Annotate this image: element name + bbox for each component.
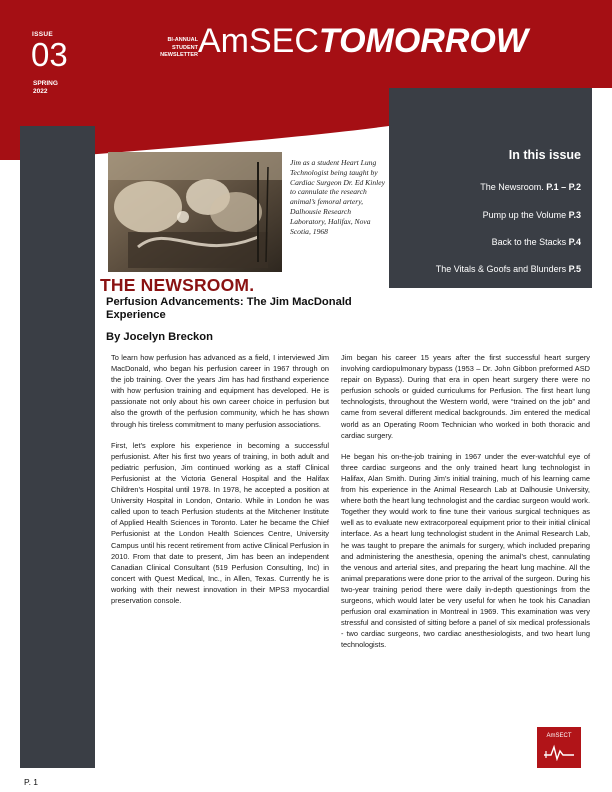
paragraph: To learn how perfusion has advanced as a field, I interviewed Jim MacDonald, who began his perfusion career in 1967 through on the job training. Over the years Jim has had firsthand experience with how perfusion training and equipment has developed. He is passionate not only about his own career choice in perfusion but also the growth of the perfusion community, which he has shown through his tireless commitment to many perfusion associations. — [111, 353, 329, 429]
masthead-bold: TOMORROW — [318, 22, 528, 60]
toc-item-pages: P.5 — [568, 264, 581, 274]
toc-item-pump-up[interactable] — [483, 210, 581, 220]
tagline-line2: STUDENT — [172, 44, 198, 51]
article-column-right — [341, 352, 590, 660]
toc-item-pages: P.1 – P.2 — [546, 182, 581, 192]
left-sidebar-bar — [20, 126, 95, 768]
amsect-logo — [537, 727, 581, 768]
article-title: Perfusion Advancements: The Jim MacDonald Experience — [106, 296, 352, 321]
toc-item-pages: P.3 — [568, 210, 581, 220]
section-title: THE NEWSROOM. — [100, 275, 255, 295]
season-year: 2022 — [33, 87, 48, 95]
issue-label: ISSUE — [32, 31, 54, 38]
tagline-line3: NEWSLETTER — [160, 52, 198, 58]
toc-title: In this issue — [508, 148, 581, 162]
paragraph: Jim began his career 15 years after the first successful heart surgery involving cardiopulmonary bypass (1953 – Dr. John Gibbon preformed ASD repair on Bypass). During that era in open heart surgery there were no perfusion schools or guided curriculums for Perfusion. The first heart lung technologists, throughout the Western world, were “trained on the job” and came from several different medical backgrounds. Jim entered the medical world as an Operating Room Technician who worked in both thoracic and cardiac surgery. — [341, 353, 590, 440]
masthead-title — [198, 24, 528, 58]
toc-item-label: The Vitals & Goofs and Blunders — [435, 264, 567, 274]
toc-item-pages: P.4 — [568, 237, 581, 247]
paragraph: First, let’s explore his experience in becoming a successful perfusionist. After his first two years of training, in both adult and pediatric perfusion, Jim continued working as a staff Clinical Perfusionist at the Victoria General Hospital and the Halifax Children’s Hospital until 1978. In 1978, he accepted a position at University Hospital in London, Ontario. While in London he was called upon to teach Perfusion students at the Mitchener Institute of Applied Health Sciences in Toronto. Later he became the Chief Perfusionist at the London Health Sciences Centre, University Campus until his recent retirement from active Clinical Perfusion in 2010. From that date to present, Jim has been an independent Canadian Clinical Consultant (519 Perfusion Consulting, Inc) in concert with Quest Medical, Inc., in Allen, Texas. Currently he is working with their newest innovation in their MPS3 myocardial preservation console. — [111, 440, 329, 605]
newsletter-tagline — [128, 37, 198, 60]
toc-item-label: The Newsroom. — [480, 182, 544, 192]
paragraph: He began his on-the-job training in 1967 under the ever-watchful eye of three cardiac surgeons and the only trained heart lung technologist in Halifax, Alan Smith. During Jim’s initial training, much of his learning came from his experience in the Animal Research Lab at Dalhousie University, where both the heart lung technologist and the cardiac surgeon would work. Together they would work to fine tune their various surgical techniques as well as to evaluate new extracorporeal equipment prior to their initial clinical interface. As a heart lung technologist student in the Animal Research Lab, he was taught to prepare the animals for surgery, which included preparing and administering the anesthesia, opening the animal’s chest, cannulating the venous and arterial sites, and preparing the heart lung machine. All the animal preparations were done prior to the arrival of the surgeon. During his two-year training period there were daily in-depth questionings from the surgeons, which would later be very useful for when he took his Canadian perfusion oral examination in Montreal in 1969. This examination was very stressful and consisted of sitting before a panel of six medical professionals - two cardiac surgeons, two cardiac anesthesiologists, and two heart lung technologists. — [341, 451, 590, 650]
tagline-line1: BI-ANNUAL — [167, 37, 198, 43]
issue-season — [33, 80, 58, 95]
toc-item-vitals[interactable] — [436, 264, 581, 274]
historical-surgery-photo — [108, 152, 282, 272]
toc-item-label: Pump up the Volume — [482, 210, 567, 220]
heartbeat-icon — [543, 743, 575, 761]
logo-text: AmSECT — [546, 733, 572, 739]
article-byline: By Jocelyn Breckon — [106, 331, 213, 343]
article-column-left — [111, 352, 329, 616]
season-name: SPRING — [33, 80, 58, 87]
in-this-issue-box — [389, 88, 592, 288]
issue-number: 03 — [31, 36, 68, 73]
page-number: P. 1 — [24, 777, 39, 787]
toc-item-label: Back to the Stacks — [491, 237, 567, 247]
toc-item-back-to-stacks[interactable] — [492, 237, 581, 247]
masthead-light: AmSEC — [198, 22, 319, 60]
toc-item-newsroom[interactable] — [480, 182, 581, 192]
photo-caption: Jim as a student Heart Lung Technologist being taught by Cardiac Surgeon Dr. Ed Kinley to cannulate the research animal’s femoral artery, Dalhousie Research Laboratory, Halifax, Nova Scotia, 1968 — [290, 158, 385, 236]
